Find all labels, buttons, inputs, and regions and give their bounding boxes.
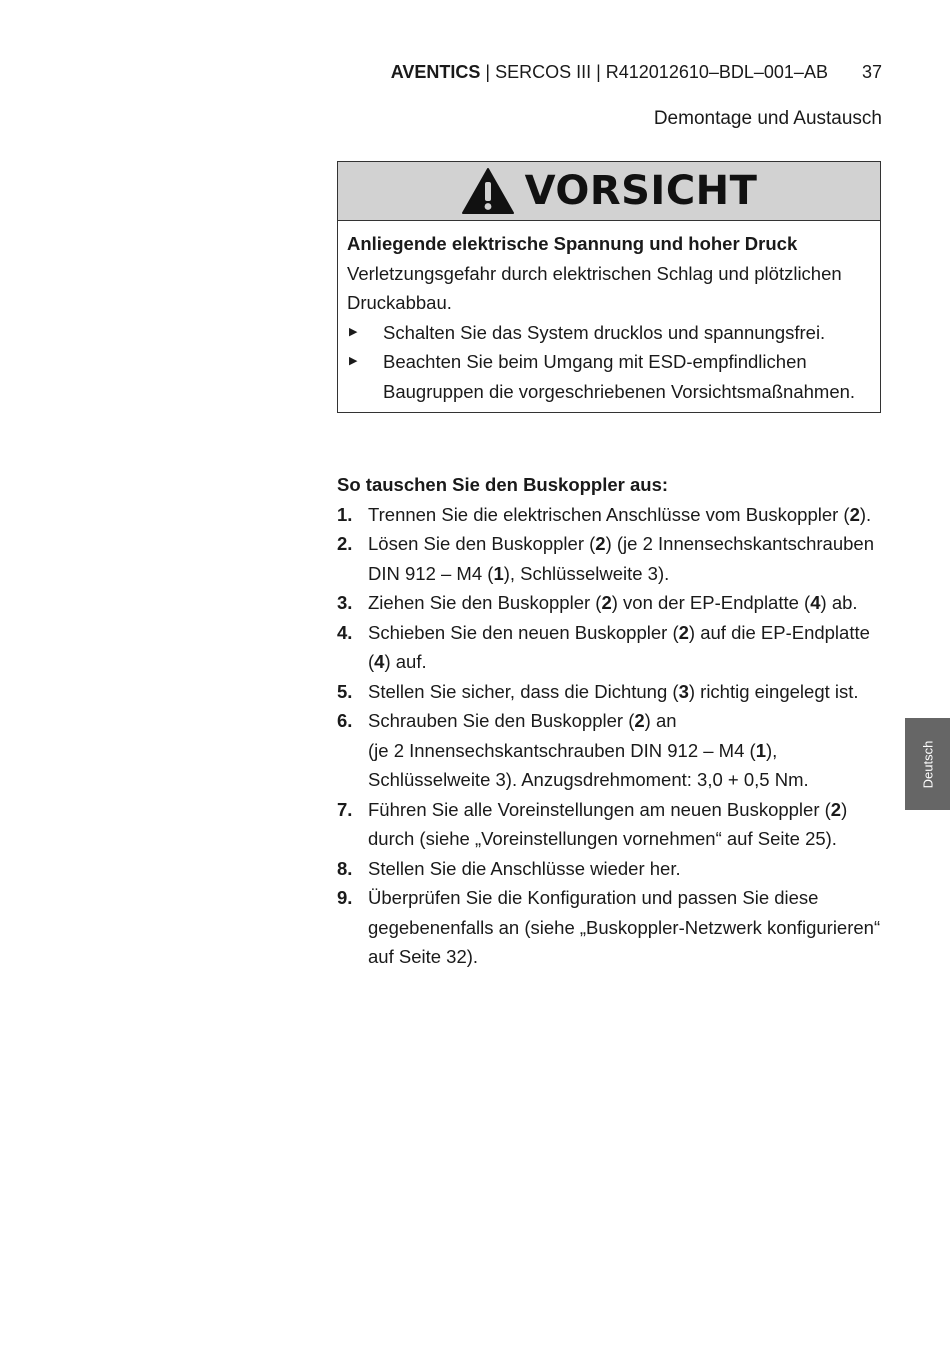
signal-word: VORSICHT bbox=[524, 168, 758, 214]
procedure-step bbox=[337, 618, 897, 677]
measure-item bbox=[347, 318, 870, 348]
brand-name: AVENTICS bbox=[390, 62, 481, 82]
item-reference: 2 bbox=[849, 503, 860, 525]
step-text: Stellen Sie die Anschlüsse wieder her. bbox=[368, 857, 681, 879]
procedure-step bbox=[337, 677, 897, 707]
item-reference: 2 bbox=[678, 621, 689, 643]
caution-measures bbox=[347, 318, 870, 407]
triangle-right-icon: ▶ bbox=[349, 355, 358, 367]
page-header bbox=[391, 62, 882, 83]
step-number: 7. bbox=[337, 798, 353, 820]
procedure-step bbox=[337, 706, 897, 795]
caution-header bbox=[338, 162, 880, 221]
document-reference: | SERCOS III | R412012610–BDL–001–AB bbox=[480, 62, 828, 82]
hazard-title: Anliegende elektrische Spannung und hoher Druck bbox=[347, 233, 798, 254]
step-text: Stellen Sie sicher, dass die Dichtung (3) richtig eingelegt ist. bbox=[368, 680, 859, 702]
item-reference: 3 bbox=[678, 680, 689, 702]
item-reference: 4 bbox=[374, 651, 385, 672]
step-text: Lösen Sie den Buskoppler (2) (je 2 Innensechskantschrauben DIN 912 – M4 (1), Schlüsselweite 3). bbox=[368, 533, 875, 584]
item-reference: 4 bbox=[810, 592, 821, 613]
item-reference: 2 bbox=[595, 533, 606, 554]
step-text: Ziehen Sie den Buskoppler (2) von der EP-Endplatte (4) ab. bbox=[368, 592, 858, 613]
item-reference: 1 bbox=[493, 562, 504, 584]
procedure-title: So tauschen Sie den Buskoppler aus: bbox=[337, 474, 669, 495]
procedure-steps bbox=[337, 500, 897, 972]
step-number: 1. bbox=[337, 503, 353, 525]
step-number: 5. bbox=[337, 680, 353, 702]
item-reference: 2 bbox=[634, 710, 645, 731]
procedure bbox=[337, 470, 897, 972]
step-text: Schrauben Sie den Buskoppler (2) an (je 2 Innensechskantschrauben DIN 912 – M4 (1), Schlüsselweite 3). Anzugsdrehmoment: 3,0 + 0,5 Nm. bbox=[368, 710, 809, 790]
measure-text: Beachten Sie beim Umgang mit ESD-empfindlichen Baugruppen die vorgeschriebenen Vorsichtsmaßnahmen. bbox=[383, 351, 856, 402]
step-number: 2. bbox=[337, 533, 353, 554]
procedure-step bbox=[337, 588, 897, 618]
procedure-step bbox=[337, 529, 897, 588]
caution-box bbox=[337, 161, 881, 413]
step-number: 9. bbox=[337, 887, 353, 908]
language-tab[interactable] bbox=[905, 718, 950, 810]
step-number: 6. bbox=[337, 710, 353, 731]
step-text: Überprüfen Sie die Konfiguration und passen Sie diese gegebenenfalls an (siehe „Buskoppler-Netzwerk konfigurieren“ auf Seite 32). bbox=[368, 887, 881, 967]
item-reference: 2 bbox=[830, 798, 842, 820]
measure-item bbox=[347, 347, 870, 406]
page-number: 37 bbox=[861, 62, 882, 82]
step-number: 8. bbox=[337, 857, 353, 879]
caution-body bbox=[338, 221, 880, 412]
step-text: Führen Sie alle Voreinstellungen am neuen Buskoppler (2) durch (siehe „Voreinstellungen vornehmen“ auf Seite 25). bbox=[368, 798, 848, 849]
measure-text: Schalten Sie das System drucklos und spannungsfrei. bbox=[383, 321, 826, 343]
step-text: Trennen Sie die elektrischen Anschlüsse vom Buskoppler (2). bbox=[368, 503, 872, 525]
procedure-step bbox=[337, 500, 897, 530]
step-text: Schieben Sie den neuen Buskoppler (2) auf die EP-Endplatte (4) auf. bbox=[368, 621, 870, 672]
procedure-step bbox=[337, 795, 897, 854]
step-number: 4. bbox=[337, 621, 353, 643]
section-title: Demontage und Austausch bbox=[653, 108, 882, 129]
hazard-consequence: Verletzungsgefahr durch elektrischen Schlag und plötzlichen Druckabbau. bbox=[347, 262, 842, 313]
item-reference: 2 bbox=[601, 592, 612, 613]
triangle-right-icon: ▶ bbox=[349, 325, 358, 338]
item-reference: 1 bbox=[755, 739, 766, 761]
warning-triangle-icon bbox=[461, 167, 515, 215]
step-number: 3. bbox=[337, 592, 353, 613]
procedure-step bbox=[337, 883, 897, 972]
language-tab-label: Deutsch bbox=[920, 740, 936, 788]
procedure-step bbox=[337, 854, 897, 884]
